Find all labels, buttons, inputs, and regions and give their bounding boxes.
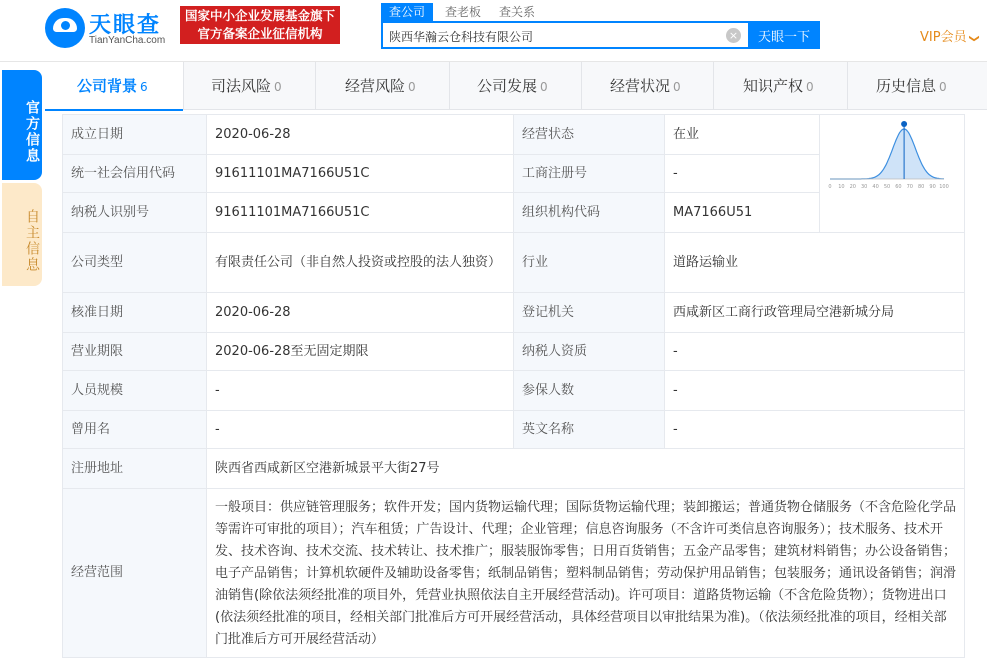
search-tab-boss[interactable]: 查老板 — [445, 5, 482, 19]
tab-label: 知识产权 — [743, 77, 804, 95]
label-taxpayer-qual: 纳税人资质 — [514, 333, 665, 371]
tab-legal-risk[interactable] — [211, 62, 282, 110]
label-authority: 登记机关 — [514, 293, 665, 333]
x-tick-label: 30 — [861, 184, 868, 190]
tab-intellectual-property[interactable] — [743, 62, 814, 110]
section-nav — [45, 62, 987, 110]
score-chart-cell[interactable] — [820, 115, 965, 233]
brand-name: 天眼查 — [89, 13, 162, 38]
value-taxpayer-id: 91611101MA7166U51C — [207, 193, 514, 233]
label-established: 成立日期 — [63, 115, 207, 155]
side-tab-official[interactable] — [2, 70, 42, 180]
label-scope: 经营范围 — [63, 489, 207, 658]
value-authority: 西咸新区工商行政管理局空港新城分局 — [665, 293, 965, 333]
official-badge — [180, 6, 340, 44]
value-status: 在业 — [665, 115, 820, 155]
value-address: 陕西省西咸新区空港新城景平大街27号 — [207, 449, 965, 489]
tab-label: 司法风险 — [211, 77, 272, 95]
nav-divider — [581, 62, 582, 110]
x-tick-label: 0 — [828, 184, 832, 190]
tab-count: 0 — [673, 80, 681, 94]
side-tab-self-label: 自主信息 — [24, 208, 40, 273]
label-term: 营业期限 — [63, 333, 207, 371]
tab-count: 0 — [806, 80, 814, 94]
score-distribution-chart — [826, 117, 956, 197]
brand-domain: TianYanCha.com — [89, 35, 166, 46]
tab-label: 公司发展 — [477, 77, 538, 95]
x-tick-label: 80 — [918, 184, 925, 190]
value-credit-code: 91611101MA7166U51C — [207, 155, 514, 193]
value-former-name: - — [207, 411, 514, 449]
tab-operating-status[interactable] — [610, 62, 681, 110]
business-info-table — [62, 114, 965, 658]
label-english-name: 英文名称 — [514, 411, 665, 449]
tab-company-background[interactable] — [45, 62, 183, 110]
nav-divider — [847, 62, 848, 110]
vip-label: VIP会员 — [920, 30, 967, 45]
top-header — [0, 0, 987, 62]
value-reg-no: - — [665, 155, 820, 193]
label-company-type: 公司类型 — [63, 233, 207, 293]
table-row — [63, 449, 965, 489]
nav-divider — [183, 62, 184, 110]
badge-line-1: 国家中小企业发展基金旗下 — [184, 8, 335, 23]
value-scope: 一般项目：供应链管理服务；软件开发；国内货物运输代理；国际货物运输代理；装卸搬运；普通货物仓储服务（不含危险化学品等需许可审批的项目）；汽车租赁；广告设计、代理；企业管理；信息咨询服务（不含许可类信息咨询服务）；技术服务、技术开发、技术咨询、技术交流、技术转让、技术推广；服装服饰零售；日用百货销售；五金产品零售；建筑材料销售；办公设备销售；电子产品销售；计算机软硬件及辅助设备零售；纸制品销售；塑料制品销售；劳动保护用品销售；包装服务；通讯设备销售；润滑油销售(除依法须经批准的项目外，凭营业执照依法自主开展经营活动)。许可项目：道路货物运输（不含危险货物）；货物进出口(依法须经批准的项目，经相关部门批准后方可开展经营活动，具体经营项目以审批结果为准)。（依法须经批准的项目，经相关部门批准后方可开展经营活动） — [207, 489, 965, 658]
logo[interactable] — [45, 8, 175, 48]
label-insured: 参保人数 — [514, 371, 665, 411]
tab-history[interactable] — [876, 62, 947, 110]
table-row — [63, 115, 965, 155]
value-approval-date: 2020-06-28 — [207, 293, 514, 333]
label-industry: 行业 — [514, 233, 665, 293]
tab-label: 经营风险 — [345, 77, 406, 95]
label-address: 注册地址 — [63, 449, 207, 489]
value-term: 2020-06-28至无固定期限 — [207, 333, 514, 371]
badge-line-2: 官方备案企业征信机构 — [197, 26, 323, 41]
label-status: 经营状态 — [514, 115, 665, 155]
tab-count: 0 — [939, 80, 947, 94]
value-english-name: - — [665, 411, 965, 449]
side-tab-self[interactable] — [2, 183, 42, 286]
value-insured: - — [665, 371, 965, 411]
table-row — [63, 293, 965, 333]
chevron-down-icon: ❯ — [968, 34, 980, 43]
tab-count: 0 — [274, 80, 282, 94]
label-reg-no: 工商注册号 — [514, 155, 665, 193]
label-approval-date: 核准日期 — [63, 293, 207, 333]
x-tick-label: 10 — [838, 184, 845, 190]
nav-divider — [449, 62, 450, 110]
tab-count: 0 — [540, 80, 548, 94]
label-org-code: 组织机构代码 — [514, 193, 665, 233]
tab-company-development[interactable] — [477, 62, 548, 110]
x-tick-label: 90 — [929, 184, 936, 190]
search-tab-company[interactable]: 查公司 — [381, 3, 433, 21]
label-taxpayer-id: 纳税人识别号 — [63, 193, 207, 233]
search-button[interactable]: 天眼一下 — [748, 21, 820, 49]
table-row — [63, 411, 965, 449]
label-credit-code: 统一社会信用代码 — [63, 155, 207, 193]
x-tick-label: 70 — [906, 184, 913, 190]
label-former-name: 曾用名 — [63, 411, 207, 449]
clear-icon[interactable]: × — [726, 28, 741, 43]
value-established: 2020-06-28 — [207, 115, 514, 155]
tab-operating-risk[interactable] — [345, 62, 416, 110]
score-marker-dot — [901, 121, 907, 127]
x-tick-label: 100 — [939, 184, 949, 190]
tab-label: 公司背景 — [77, 77, 138, 95]
tab-count: 0 — [408, 80, 416, 94]
search-input[interactable] — [389, 26, 719, 46]
value-org-code: MA7166U51 — [665, 193, 820, 233]
table-row — [63, 371, 965, 411]
x-tick-label: 50 — [883, 184, 891, 190]
search-box — [381, 21, 748, 49]
vip-menu[interactable] — [920, 26, 978, 45]
x-tick-label: 40 — [872, 184, 879, 190]
value-company-type: 有限责任公司（非自然人投资或控股的法人独资） — [207, 233, 514, 293]
label-staff: 人员规模 — [63, 371, 207, 411]
nav-divider — [713, 62, 714, 110]
table-row — [63, 233, 965, 293]
value-industry: 道路运输业 — [665, 233, 965, 293]
table-row — [63, 489, 965, 658]
x-tick-label: 60 — [895, 184, 902, 190]
tab-count: 6 — [140, 80, 148, 94]
search-tab-relation[interactable]: 查关系 — [499, 5, 536, 19]
nav-divider — [315, 62, 316, 110]
x-tick-label: 20 — [849, 184, 856, 190]
tab-label: 历史信息 — [876, 77, 937, 95]
value-taxpayer-qual: - — [665, 333, 965, 371]
table-row — [63, 333, 965, 371]
value-staff: - — [207, 371, 514, 411]
tab-label: 经营状况 — [610, 77, 671, 95]
eye-logo-icon — [45, 8, 85, 48]
side-tab-official-label: 官方信息 — [24, 100, 40, 164]
